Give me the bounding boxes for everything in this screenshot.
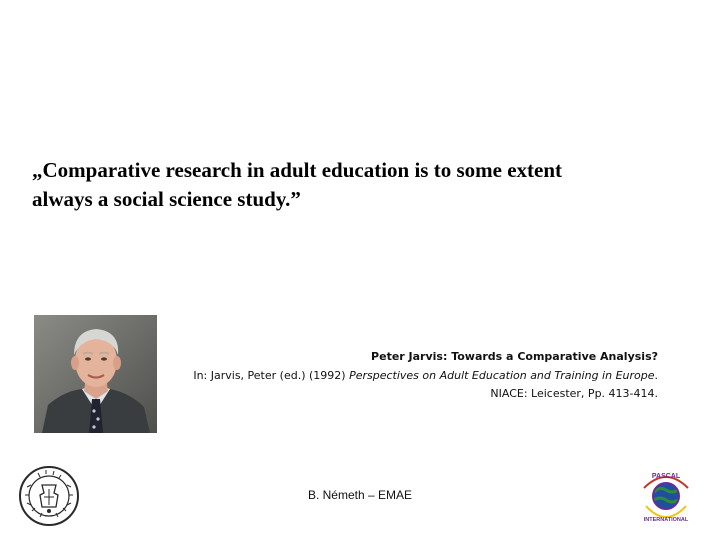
citation-source xyxy=(138,367,658,386)
citation-book-title: Perspectives on Adult Education and Training in Europe xyxy=(349,368,655,382)
quote-line-1: „Comparative research in adult education is to some extent xyxy=(32,158,563,182)
logo-text-top: PASCAL xyxy=(651,473,681,480)
citation-title: Peter Jarvis: Towards a Comparative Analysis? xyxy=(371,350,658,363)
footer-author: B. Németh – EMAE xyxy=(307,488,413,502)
pascal-international-logo-icon xyxy=(637,470,695,526)
quote-text xyxy=(32,156,672,214)
quote-line-2: always a social science study.” xyxy=(32,187,301,211)
citation xyxy=(138,348,658,404)
citation-source-suffix: . xyxy=(654,368,658,382)
citation-source-prefix: In: Jarvis, Peter (ed.) (1992) xyxy=(193,368,350,382)
citation-publisher: NIACE: Leicester, Pp. 413-414. xyxy=(490,387,658,400)
logo-text-bottom: INTERNATIONAL xyxy=(643,517,689,523)
